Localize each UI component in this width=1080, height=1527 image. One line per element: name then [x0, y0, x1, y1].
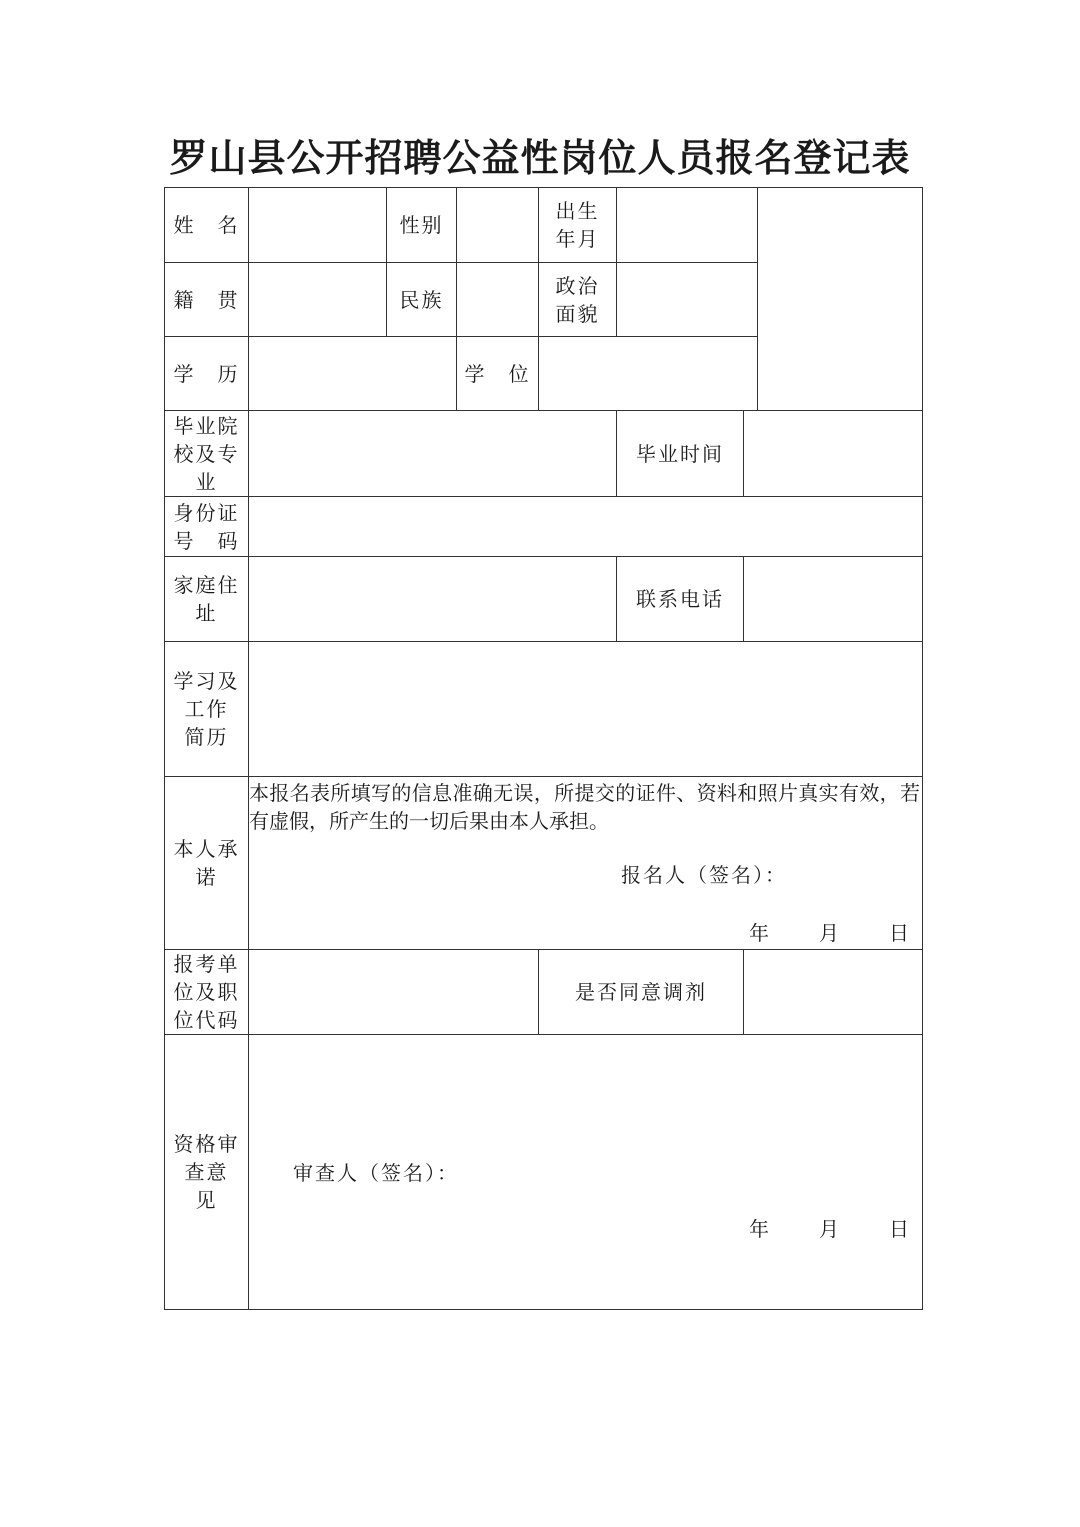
graduation-time-field[interactable]	[744, 411, 923, 497]
review-label-line: 查意	[184, 1160, 229, 1184]
table-row	[165, 188, 923, 263]
name-label: 姓 名	[165, 188, 249, 263]
political-label-line: 政治	[555, 273, 600, 298]
political-label-line: 面貌	[555, 301, 600, 326]
adjustment-label: 是否同意调剂	[539, 950, 744, 1035]
resume-field[interactable]	[249, 642, 923, 777]
birth-label	[539, 188, 617, 263]
unit-label-line: 位及职	[173, 980, 240, 1004]
school-label-line: 毕业院	[173, 413, 240, 438]
pledge-statement: 本报名表所填写的信息准确无误，所提交的证件、资料和照片真实有效，若有虚假，所产生的一切后果由本人承担。	[249, 781, 921, 833]
pledge-area	[249, 777, 923, 950]
table-row	[165, 497, 923, 557]
reviewer-signature-label: 审查人（签名）：	[293, 1161, 459, 1185]
year-label: 年	[749, 921, 769, 945]
unit-label-line: 报考单	[173, 952, 240, 976]
table-row	[165, 950, 923, 1035]
day-label: 日	[889, 1217, 909, 1241]
name-field[interactable]	[249, 188, 387, 263]
adjustment-field[interactable]	[744, 950, 923, 1035]
month-label: 月	[819, 921, 839, 945]
id-number-field[interactable]	[249, 497, 923, 557]
pledge-label	[165, 777, 249, 950]
native-place-label: 籍 贯	[165, 263, 249, 337]
pledge-label-line: 本人承	[173, 837, 240, 861]
political-status-label	[539, 263, 617, 337]
table-row	[165, 557, 923, 642]
phone-label: 联系电话	[617, 557, 744, 642]
unit-label-line: 位代码	[173, 1008, 240, 1032]
year-label: 年	[749, 1217, 769, 1241]
gender-label: 性别	[387, 188, 457, 263]
pledge-label-line: 诺	[195, 865, 218, 889]
unit-position-code-label	[165, 950, 249, 1035]
native-place-field[interactable]	[249, 263, 387, 337]
month-label: 月	[819, 1217, 839, 1241]
table-row	[165, 642, 923, 777]
id-number-label	[165, 497, 249, 557]
applicant-signature-label: 报名人（签名）：	[621, 863, 787, 887]
birth-label-line: 出生	[555, 199, 600, 223]
photo-box[interactable]	[758, 188, 923, 411]
degree-label: 学 位	[457, 337, 539, 411]
school-major-label	[165, 411, 249, 497]
education-field[interactable]	[249, 337, 457, 411]
school-label-line: 业	[195, 469, 218, 494]
review-label-line: 资格审	[173, 1132, 240, 1156]
review-label-line: 见	[195, 1188, 218, 1212]
resume-label	[165, 642, 249, 777]
table-row	[165, 1035, 923, 1310]
gender-field[interactable]	[457, 188, 539, 263]
resume-label-line: 学习及	[173, 669, 240, 693]
phone-field[interactable]	[744, 557, 923, 642]
ethnicity-field[interactable]	[457, 263, 539, 337]
political-status-field[interactable]	[617, 263, 758, 337]
school-label-line: 校及专	[173, 441, 240, 466]
registration-form-table	[164, 187, 923, 1310]
qualification-review-label	[165, 1035, 249, 1310]
resume-label-line: 工作	[184, 697, 229, 721]
pledge-date	[749, 919, 909, 947]
review-area	[249, 1035, 923, 1310]
degree-field[interactable]	[539, 337, 758, 411]
birth-label-line: 年月	[555, 227, 600, 251]
address-label-line: 家庭住	[173, 573, 240, 597]
id-label-line: 身份证	[173, 500, 240, 525]
review-date	[749, 1215, 909, 1243]
education-label: 学 历	[165, 337, 249, 411]
resume-label-line: 简历	[184, 725, 229, 749]
graduation-time-label: 毕业时间	[617, 411, 744, 497]
day-label: 日	[889, 921, 909, 945]
table-row	[165, 777, 923, 950]
table-row	[165, 411, 923, 497]
school-major-field[interactable]	[249, 411, 617, 497]
home-address-field[interactable]	[249, 557, 617, 642]
unit-position-code-field[interactable]	[249, 950, 539, 1035]
birth-field[interactable]	[617, 188, 758, 263]
ethnicity-label: 民族	[387, 263, 457, 337]
address-label-line: 址	[195, 601, 218, 625]
home-address-label	[165, 557, 249, 642]
id-label-line: 号 码	[173, 528, 240, 553]
form-title: 罗山县公开招聘公益性岗位人员报名登记表	[169, 135, 911, 180]
